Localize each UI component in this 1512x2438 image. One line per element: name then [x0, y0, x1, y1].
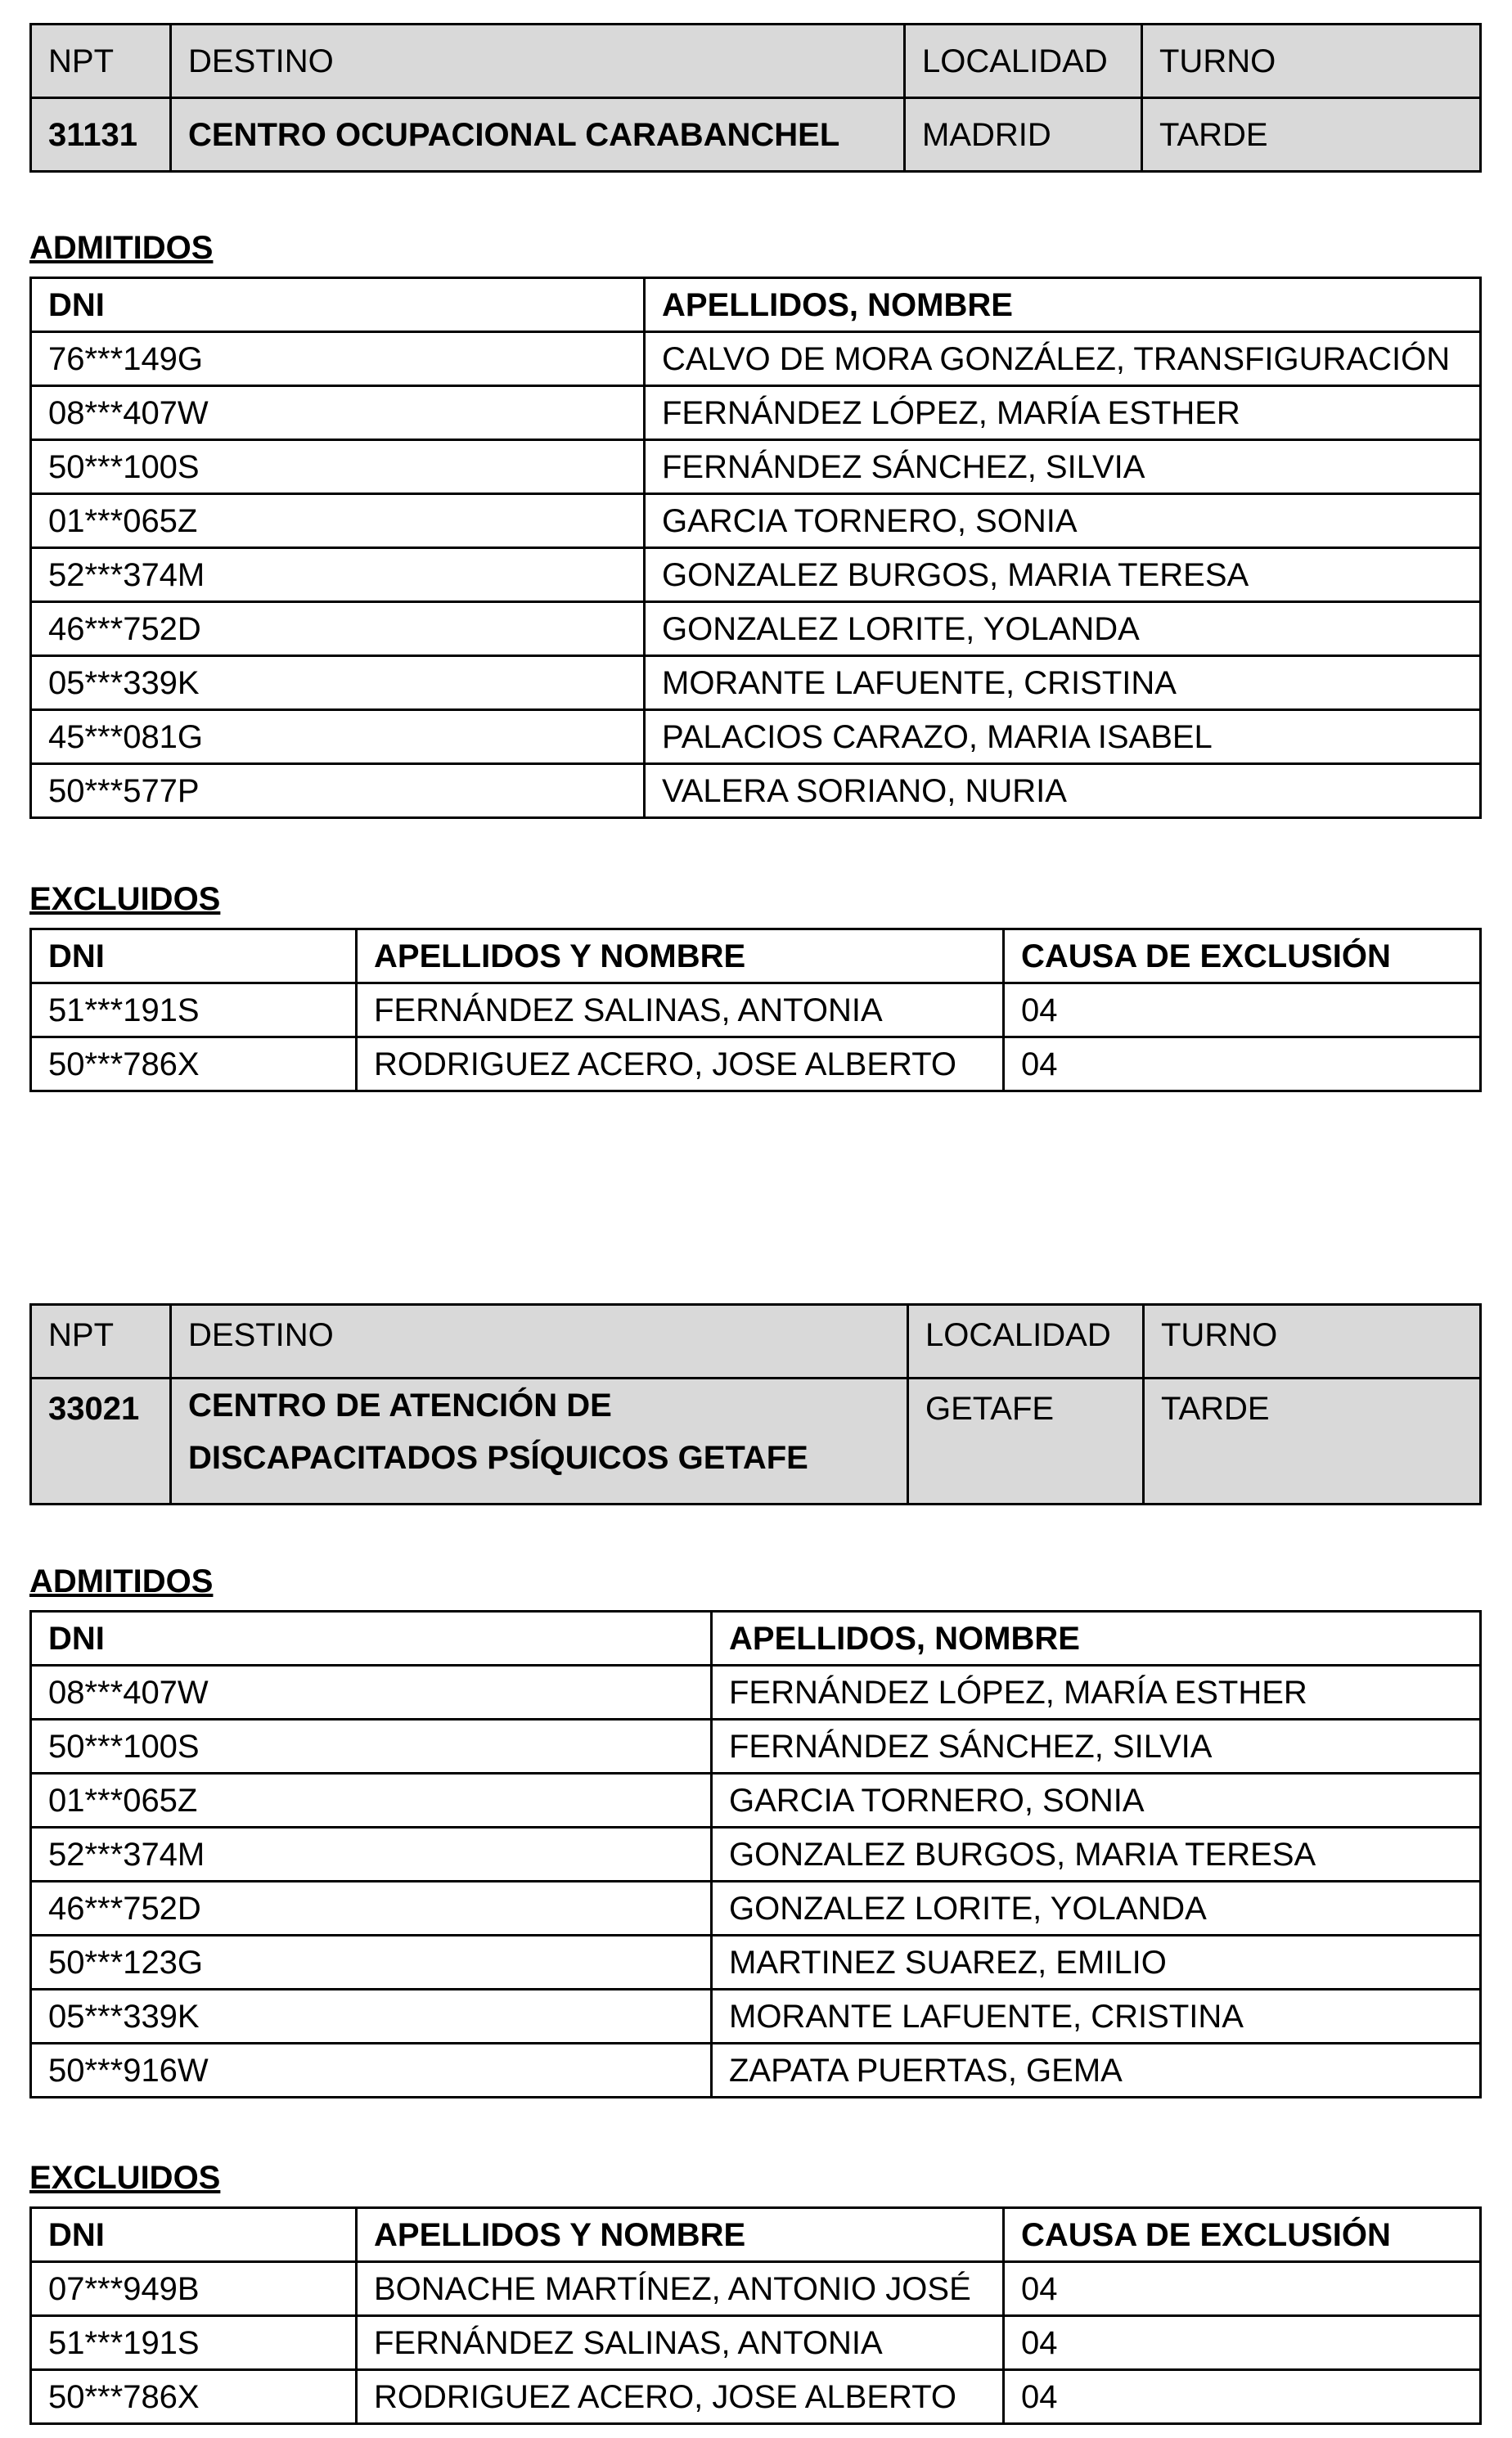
nombre-cell: MORANTE LAFUENTE, CRISTINA: [645, 656, 1481, 710]
col-causa-label: CAUSA DE EXCLUSIÓN: [1004, 2208, 1481, 2262]
table-row: [31, 656, 1481, 710]
dni-cell: 50***123G: [31, 1936, 712, 1990]
nombre-cell: VALERA SORIANO, NURIA: [645, 764, 1481, 818]
table-row: [31, 602, 1481, 656]
col-destino-label: DESTINO: [171, 25, 905, 98]
table-row: [31, 1037, 1481, 1091]
col-localidad-label: LOCALIDAD: [905, 25, 1142, 98]
destino-value: CENTRO DE ATENCIÓN DE DISCAPACITADOS PSÍQUICOS GETAFE: [171, 1379, 908, 1505]
table-row: [31, 1774, 1481, 1828]
header-values-row: [31, 98, 1481, 172]
col-turno-label: TURNO: [1144, 1305, 1481, 1379]
nombre-cell: RODRIGUEZ ACERO, JOSE ALBERTO: [357, 1037, 1004, 1091]
table-row: [31, 1882, 1481, 1936]
causa-cell: 04: [1004, 2262, 1481, 2316]
col-causa-label: CAUSA DE EXCLUSIÓN: [1004, 929, 1481, 983]
nombre-cell: GONZALEZ BURGOS, MARIA TERESA: [645, 548, 1481, 602]
col-dni-label: DNI: [31, 278, 645, 332]
nombre-cell: FERNÁNDEZ SALINAS, ANTONIA: [357, 983, 1004, 1037]
admitidos-title-2: ADMITIDOS: [29, 1563, 214, 1599]
dni-cell: 50***100S: [31, 1720, 712, 1774]
nombre-cell: GONZALEZ BURGOS, MARIA TERESA: [712, 1828, 1481, 1882]
dni-cell: 46***752D: [31, 602, 645, 656]
npt-value: 31131: [31, 98, 171, 172]
turno-value: TARDE: [1142, 98, 1481, 172]
dni-cell: 76***149G: [31, 332, 645, 386]
dni-cell: 07***949B: [31, 2262, 357, 2316]
nombre-cell: GONZALEZ LORITE, YOLANDA: [712, 1882, 1481, 1936]
table-row: [31, 2262, 1481, 2316]
dni-cell: 08***407W: [31, 1666, 712, 1720]
table-row: [31, 1990, 1481, 2044]
nombre-cell: MORANTE LAFUENTE, CRISTINA: [712, 1990, 1481, 2044]
dni-cell: 45***081G: [31, 710, 645, 764]
header-labels-row: [31, 1305, 1481, 1379]
table-row: [31, 386, 1481, 440]
admitidos-table-1: [29, 277, 1482, 819]
destination-header-table-1: [29, 23, 1482, 173]
dni-cell: 51***191S: [31, 2316, 357, 2370]
admitidos-title-1: ADMITIDOS: [29, 230, 214, 266]
col-nombre-label: APELLIDOS, NOMBRE: [645, 278, 1481, 332]
table-row: [31, 494, 1481, 548]
nombre-cell: FERNÁNDEZ LÓPEZ, MARÍA ESTHER: [645, 386, 1481, 440]
admitidos-table-2: [29, 1610, 1482, 2098]
dni-cell: 52***374M: [31, 548, 645, 602]
dni-cell: 08***407W: [31, 386, 645, 440]
nombre-cell: ZAPATA PUERTAS, GEMA: [712, 2044, 1481, 2098]
col-npt-label: NPT: [31, 1305, 171, 1379]
col-destino-label: DESTINO: [171, 1305, 908, 1379]
causa-cell: 04: [1004, 983, 1481, 1037]
table-row: [31, 2370, 1481, 2424]
table-row: [31, 2316, 1481, 2370]
dni-cell: 51***191S: [31, 983, 357, 1037]
table-row: [31, 764, 1481, 818]
col-npt-label: NPT: [31, 25, 171, 98]
col-turno-label: TURNO: [1142, 25, 1481, 98]
nombre-cell: GARCIA TORNERO, SONIA: [645, 494, 1481, 548]
header-values-row: [31, 1379, 1481, 1505]
dni-cell: 50***786X: [31, 2370, 357, 2424]
table-row: [31, 2044, 1481, 2098]
nombre-cell: FERNÁNDEZ SÁNCHEZ, SILVIA: [645, 440, 1481, 494]
col-dni-label: DNI: [31, 929, 357, 983]
nombre-cell: PALACIOS CARAZO, MARIA ISABEL: [645, 710, 1481, 764]
dni-cell: 05***339K: [31, 1990, 712, 2044]
table-row: [31, 983, 1481, 1037]
nombre-cell: RODRIGUEZ ACERO, JOSE ALBERTO: [357, 2370, 1004, 2424]
excluidos-header-row: [31, 2208, 1481, 2262]
table-row: [31, 548, 1481, 602]
dni-cell: 50***916W: [31, 2044, 712, 2098]
col-dni-label: DNI: [31, 2208, 357, 2262]
dni-cell: 46***752D: [31, 1882, 712, 1936]
nombre-cell: MARTINEZ SUAREZ, EMILIO: [712, 1936, 1481, 1990]
dni-cell: 05***339K: [31, 656, 645, 710]
admitidos-header-row: [31, 278, 1481, 332]
destination-header-table-2: [29, 1303, 1482, 1505]
turno-value: TARDE: [1144, 1379, 1481, 1505]
dni-cell: 50***100S: [31, 440, 645, 494]
dni-cell: 01***065Z: [31, 494, 645, 548]
localidad-value: GETAFE: [908, 1379, 1144, 1505]
dni-cell: 50***786X: [31, 1037, 357, 1091]
table-row: [31, 440, 1481, 494]
table-row: [31, 1666, 1481, 1720]
excluidos-title-1: EXCLUIDOS: [29, 881, 221, 917]
nombre-cell: GARCIA TORNERO, SONIA: [712, 1774, 1481, 1828]
dni-cell: 50***577P: [31, 764, 645, 818]
nombre-cell: FERNÁNDEZ LÓPEZ, MARÍA ESTHER: [712, 1666, 1481, 1720]
localidad-value: MADRID: [905, 98, 1142, 172]
causa-cell: 04: [1004, 2316, 1481, 2370]
dni-cell: 01***065Z: [31, 1774, 712, 1828]
excluidos-title-2: EXCLUIDOS: [29, 2160, 221, 2196]
excluidos-header-row: [31, 929, 1481, 983]
nombre-cell: FERNÁNDEZ SÁNCHEZ, SILVIA: [712, 1720, 1481, 1774]
nombre-cell: FERNÁNDEZ SALINAS, ANTONIA: [357, 2316, 1004, 2370]
dni-cell: 52***374M: [31, 1828, 712, 1882]
table-row: [31, 710, 1481, 764]
table-row: [31, 332, 1481, 386]
excluidos-table-2: [29, 2206, 1482, 2425]
table-row: [31, 1828, 1481, 1882]
nombre-cell: BONACHE MARTÍNEZ, ANTONIO JOSÉ: [357, 2262, 1004, 2316]
nombre-cell: GONZALEZ LORITE, YOLANDA: [645, 602, 1481, 656]
col-nombre-label: APELLIDOS Y NOMBRE: [357, 929, 1004, 983]
npt-value: 33021: [31, 1379, 171, 1505]
destino-value: CENTRO OCUPACIONAL CARABANCHEL: [171, 98, 905, 172]
causa-cell: 04: [1004, 2370, 1481, 2424]
excluidos-table-1: [29, 928, 1482, 1092]
nombre-cell: CALVO DE MORA GONZÁLEZ, TRANSFIGURACIÓN: [645, 332, 1481, 386]
col-nombre-label: APELLIDOS Y NOMBRE: [357, 2208, 1004, 2262]
table-row: [31, 1936, 1481, 1990]
col-nombre-label: APELLIDOS, NOMBRE: [712, 1612, 1481, 1666]
header-labels-row: [31, 25, 1481, 98]
col-localidad-label: LOCALIDAD: [908, 1305, 1144, 1379]
causa-cell: 04: [1004, 1037, 1481, 1091]
admitidos-header-row: [31, 1612, 1481, 1666]
col-dni-label: DNI: [31, 1612, 712, 1666]
table-row: [31, 1720, 1481, 1774]
